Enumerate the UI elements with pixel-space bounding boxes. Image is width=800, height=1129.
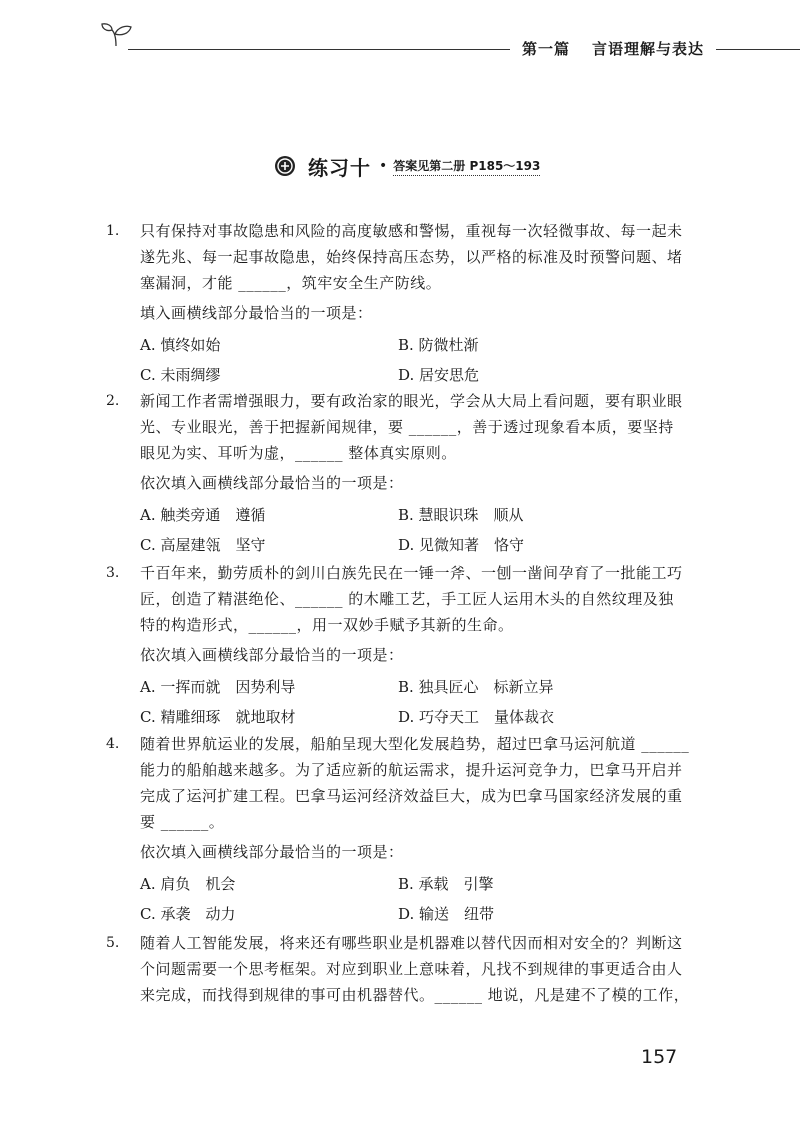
answer-reference: 答案见第二册 P185～193 xyxy=(393,157,540,176)
option-c[interactable]: C. 承袭 动力 xyxy=(140,905,236,923)
header-part: 第一篇 xyxy=(522,40,571,58)
header-chapter: 言语理解与表达 xyxy=(592,40,705,58)
question-stem xyxy=(140,388,696,556)
stem-line: 随着世界航运业的发展，船舶呈现大型化发展趋势，超过巴拿马运河航道 ______ xyxy=(140,735,690,753)
header-rule-right xyxy=(716,49,800,50)
stem-line: 来完成，而找得到规律的事可由机器替代。______ 地说，凡是建不了模的工作， xyxy=(140,986,690,1004)
option-d[interactable]: D. 见微知著 恪守 xyxy=(398,536,525,554)
running-header xyxy=(0,0,800,70)
title-separator: • xyxy=(379,158,388,174)
header-rule-left xyxy=(128,49,510,50)
number-ten-badge-icon xyxy=(274,155,296,177)
option-c[interactable]: C. 未雨绸缪 xyxy=(140,366,221,384)
option-b[interactable]: B. 防微杜渐 xyxy=(398,336,479,354)
option-d[interactable]: D. 输送 纽带 xyxy=(398,905,495,923)
question-instruction: 依次填入画横线部分最恰当的一项是： xyxy=(140,474,404,492)
exercise-title-row xyxy=(274,150,540,182)
question-instruction: 依次填入画横线部分最恰当的一项是： xyxy=(140,843,404,861)
header-title xyxy=(522,38,704,59)
question-stem xyxy=(140,560,696,728)
options-grid xyxy=(140,504,696,556)
question-number: 1. xyxy=(106,223,120,239)
stem-line: 塞漏洞，才能 ______，筑牢安全生产防线。 xyxy=(140,274,442,292)
sprout-icon xyxy=(100,22,134,48)
stem-line: 能力的船舶越来越多。为了适应新的航运需求，提升运河竞争力，巴拿马开启并 xyxy=(140,761,683,779)
options-grid xyxy=(140,676,696,728)
stem-line: 特的构造形式，______，用一双妙手赋予其新的生命。 xyxy=(140,616,514,634)
question-stem xyxy=(140,731,696,925)
stem-line: 要 ______。 xyxy=(140,813,225,831)
question-stem xyxy=(140,218,696,386)
stem-line: 光、专业眼光，善于把握新闻规律，要 ______，善于透过现象看本质，要坚持 xyxy=(140,418,674,436)
options-grid xyxy=(140,873,696,925)
stem-line: 只有保持对事故隐患和风险的高度敏感和警惕，重视每一次轻微事故、每一起未 xyxy=(140,222,683,240)
option-c[interactable]: C. 高屋建瓴 坚守 xyxy=(140,536,266,554)
options-grid xyxy=(140,334,696,386)
page-number: 157 xyxy=(641,1046,678,1068)
option-a[interactable]: A. 一挥而就 因势利导 xyxy=(140,678,296,696)
exercise-title: 练习十 xyxy=(308,155,371,180)
stem-line: 匠，创造了精湛绝伦、______ 的木雕工艺，手工匠人运用木头的自然纹理及独 xyxy=(140,590,674,608)
option-c[interactable]: C. 精雕细琢 就地取材 xyxy=(140,708,296,726)
stem-line: 完成了运河扩建工程。巴拿马运河经济效益巨大，成为巴拿马国家经济发展的重 xyxy=(140,787,683,805)
option-b[interactable]: B. 承载 引擎 xyxy=(398,875,494,893)
stem-line: 个问题需要一个思考框架。对应到职业上意味着，凡找不到规律的事更适合由人 xyxy=(140,960,683,978)
question-number: 5. xyxy=(106,935,120,951)
question-stem xyxy=(140,930,696,1008)
stem-line: 千百年来，勤劳质朴的剑川白族先民在一锤一斧、一刨一凿间孕育了一批能工巧 xyxy=(140,564,683,582)
option-d[interactable]: D. 居安思危 xyxy=(398,366,480,384)
option-d[interactable]: D. 巧夺天工 量体裁衣 xyxy=(398,708,555,726)
stem-line: 遂先兆、每一起事故隐患，始终保持高压态势，以严格的标准及时预警问题、堵 xyxy=(140,248,683,266)
option-a[interactable]: A. 慎终如始 xyxy=(140,336,221,354)
option-b[interactable]: B. 慧眼识珠 顺从 xyxy=(398,506,524,524)
stem-line: 新闻工作者需增强眼力，要有政治家的眼光，学会从大局上看问题，要有职业眼 xyxy=(140,392,683,410)
question-number: 3. xyxy=(106,565,120,581)
question-number: 2. xyxy=(106,393,120,409)
option-a[interactable]: A. 触类旁通 遵循 xyxy=(140,506,266,524)
stem-line: 眼见为实、耳听为虚，______ 整体真实原则。 xyxy=(140,444,457,462)
option-a[interactable]: A. 肩负 机会 xyxy=(140,875,236,893)
option-b[interactable]: B. 独具匠心 标新立异 xyxy=(398,678,554,696)
stem-line: 随着人工智能发展，将来还有哪些职业是机器难以替代因而相对安全的？判断这 xyxy=(140,934,683,952)
question-number: 4. xyxy=(106,736,120,752)
question-instruction: 依次填入画横线部分最恰当的一项是： xyxy=(140,646,404,664)
question-instruction: 填入画横线部分最恰当的一项是： xyxy=(140,304,373,322)
